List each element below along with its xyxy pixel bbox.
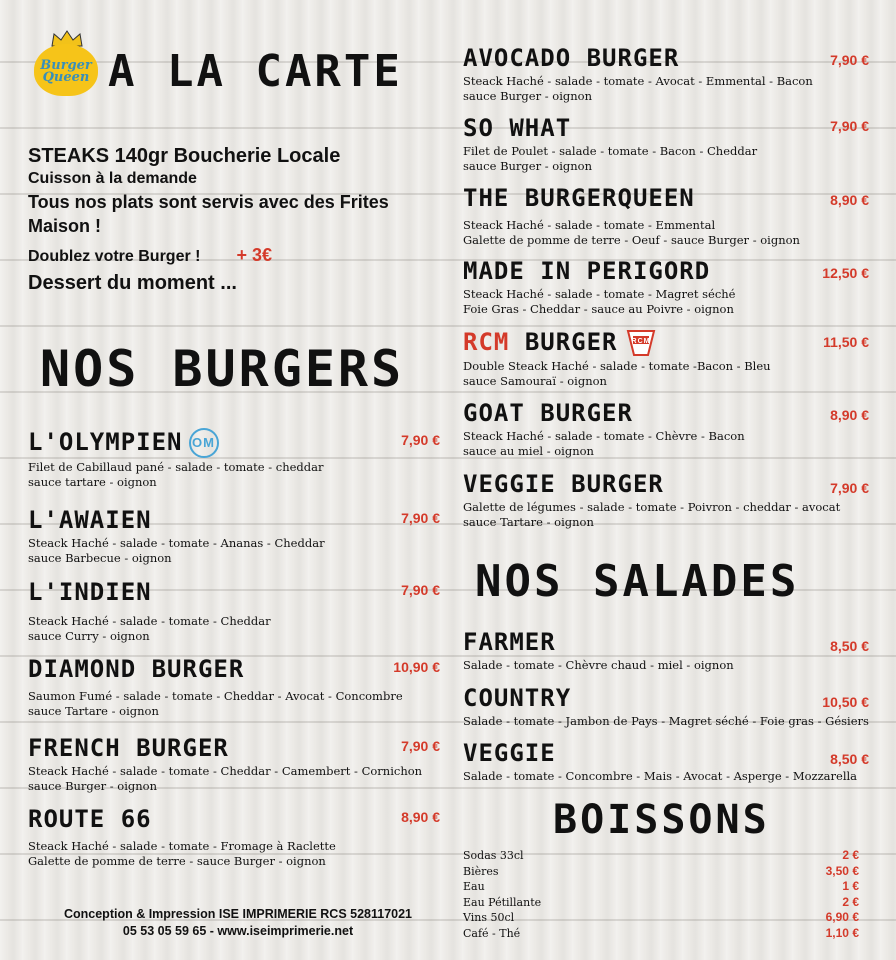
item-desc: sauce Tartare - oignon xyxy=(28,704,159,718)
drink-row xyxy=(463,895,859,911)
item-name: FRENCH BURGER xyxy=(28,734,229,762)
item-desc: sauce Samouraï - oignon xyxy=(463,374,607,388)
item-desc: Salade - tomate - Jambon de Pays - Magret séché - Foie gras - Gésiers xyxy=(463,714,869,728)
intro-frites: Tous nos plats sont servis avec des Frites Maison ! xyxy=(28,192,389,236)
credits-line: 05 53 05 59 65 - www.iseimprimerie.net xyxy=(122,924,354,938)
drink-row xyxy=(463,848,859,864)
drink-row xyxy=(463,910,859,926)
item-desc: Salade - tomate - Concombre - Mais - Avocat - Asperge - Mozzarella xyxy=(463,769,858,783)
item-name: ROUTE 66 xyxy=(28,805,152,833)
item-desc: sauce Burger - oignon xyxy=(28,779,157,793)
item-price: 7,90 € xyxy=(830,118,869,134)
a-la-carte-heading: A LA CARTE xyxy=(108,46,403,97)
burger-queen-logo xyxy=(30,30,100,100)
item-price: 7,90 € xyxy=(401,582,440,598)
boissons-heading: BOISSONS xyxy=(553,797,770,843)
drink-name: Sodas 33cl xyxy=(463,849,524,862)
intro-block xyxy=(28,144,448,296)
drink-name: Bières xyxy=(463,864,499,878)
item-price: 8,50 € xyxy=(830,751,869,767)
drink-row xyxy=(463,879,859,895)
item-price: 7,90 € xyxy=(401,432,440,448)
menu-item xyxy=(463,184,869,248)
item-desc: Filet de Cabillaud pané - salade - tomate - cheddar xyxy=(28,460,324,474)
menu-item xyxy=(28,428,440,490)
drink-price: 3,50 € xyxy=(825,863,859,878)
intro-steaks: STEAKS 140gr Boucherie Locale xyxy=(28,145,341,167)
item-desc: sauce au miel - oignon xyxy=(463,444,594,458)
menu-item xyxy=(463,44,869,104)
item-desc: Galette de pomme de terre - Oeuf - sauce Burger - oignon xyxy=(463,233,800,247)
drink-price: 1 € xyxy=(842,879,859,893)
item-desc: Steack Haché - salade - tomate - Ananas - Cheddar xyxy=(28,536,325,550)
menu-item xyxy=(28,578,440,644)
item-desc: sauce Barbecue - oignon xyxy=(28,551,172,565)
item-desc: Foie Gras - Cheddar - sauce au Poivre - oignon xyxy=(463,302,734,316)
item-desc: Filet de Poulet - salade - tomate - Bacon - Cheddar xyxy=(463,144,758,158)
menu-item xyxy=(463,257,869,317)
item-desc: Galette de pomme de terre - sauce Burger - oignon xyxy=(28,854,326,868)
item-desc: sauce Burger - oignon xyxy=(463,89,592,103)
menu-item xyxy=(463,114,869,174)
item-desc: sauce Curry - oignon xyxy=(28,629,150,643)
salad-item xyxy=(463,628,869,673)
drink-name: Eau xyxy=(463,880,485,893)
drink-price: 2 € xyxy=(842,894,859,909)
item-desc: Steack Haché - salade - tomate - Fromage à Raclette xyxy=(28,839,336,853)
item-name: FARMER xyxy=(463,628,556,656)
intro-dessert: Dessert du moment ... xyxy=(28,272,237,294)
item-desc: Steack Haché - salade - tomate - Magret séché xyxy=(463,287,736,301)
item-name: GOAT BURGER xyxy=(463,399,633,427)
drinks-list xyxy=(463,848,859,941)
drink-row xyxy=(463,864,859,880)
intro-doublez-text: Doublez votre Burger ! xyxy=(28,248,201,265)
item-desc: Steack Haché - salade - tomate - Avocat - Emmental - Bacon xyxy=(463,74,813,88)
item-desc: sauce Tartare - oignon xyxy=(463,515,594,529)
drink-row xyxy=(463,926,859,942)
item-price: 8,90 € xyxy=(401,809,440,825)
salad-item xyxy=(463,739,869,784)
item-price: 7,90 € xyxy=(401,738,440,754)
item-price: 11,50 € xyxy=(823,334,869,350)
rcm-badge-text: RCM xyxy=(631,338,650,345)
item-name: BURGER xyxy=(524,328,618,356)
item-price: 10,50 € xyxy=(822,694,869,710)
item-name: SO WHAT xyxy=(463,114,572,142)
menu-item xyxy=(463,399,869,459)
item-name: VEGGIE xyxy=(463,739,556,767)
item-desc: Steack Haché - salade - tomate - Chèvre - Bacon xyxy=(463,429,745,443)
drink-price: 2 € xyxy=(842,848,859,862)
menu-item xyxy=(28,506,440,566)
item-name: COUNTRY xyxy=(463,684,572,712)
item-desc: Steack Haché - salade - tomate - Cheddar - Camembert - Cornichon xyxy=(28,764,423,778)
item-price: 8,90 € xyxy=(830,407,869,423)
item-desc: Galette de légumes - salade - tomate - Poivron - cheddar - avocat xyxy=(463,500,841,514)
menu-item xyxy=(463,470,869,530)
item-desc: Steack Haché - salade - tomate - Emmental xyxy=(463,218,716,232)
item-name: AVOCADO BURGER xyxy=(463,44,680,72)
printer-credits xyxy=(28,906,448,940)
item-desc: Steack Haché - salade - tomate - Cheddar xyxy=(28,614,271,628)
item-name: L'INDIEN xyxy=(28,578,152,606)
menu-item xyxy=(28,734,440,794)
drink-price: 1,10 € xyxy=(825,925,859,940)
item-desc: Saumon Fumé - salade - tomate - Cheddar - Avocat - Concombre xyxy=(28,689,403,703)
drink-price: 6,90 € xyxy=(825,910,859,924)
item-price: 7,90 € xyxy=(401,510,440,526)
rcm-club-icon xyxy=(626,329,656,357)
drink-name: Eau Pétillante xyxy=(463,895,542,909)
item-price: 8,50 € xyxy=(830,638,869,654)
menu-item xyxy=(28,805,440,869)
item-name-red: RCM xyxy=(463,328,510,356)
item-price: 8,90 € xyxy=(830,192,869,208)
intro-doublez-price: + 3€ xyxy=(236,245,273,265)
om-club-icon: OM xyxy=(189,428,219,458)
item-name: DIAMOND BURGER xyxy=(28,655,245,683)
item-name: L'AWAIEN xyxy=(28,506,152,534)
item-price: 7,90 € xyxy=(830,52,869,68)
menu-item xyxy=(28,655,440,719)
item-price: 7,90 € xyxy=(830,480,869,496)
item-name: MADE IN PERIGORD xyxy=(463,257,711,285)
drink-name: Vins 50cl xyxy=(463,911,515,924)
item-desc: Salade - tomate - Chèvre chaud - miel - oignon xyxy=(463,658,734,672)
item-price: 10,90 € xyxy=(393,659,440,675)
intro-doublez xyxy=(28,242,448,270)
item-desc: sauce tartare - oignon xyxy=(28,475,157,489)
item-name: VEGGIE BURGER xyxy=(463,470,664,498)
item-name: THE BURGERQUEEN xyxy=(463,184,695,212)
logo-text: Burger Queen xyxy=(40,58,92,85)
intro-cuisson: Cuisson à la demande xyxy=(28,170,197,187)
drink-name: Café - Thé xyxy=(463,926,521,940)
credits-line: Conception & Impression ISE IMPRIMERIE RCS 528117021 xyxy=(63,907,413,921)
nos-burgers-heading: NOS BURGERS xyxy=(40,340,405,398)
item-desc: sauce Burger - oignon xyxy=(463,159,592,173)
item-desc: Double Steack Haché - salade - tomate -Bacon - Bleu xyxy=(463,359,771,373)
menu-item xyxy=(463,328,869,389)
nos-salades-heading: NOS SALADES xyxy=(475,556,800,607)
item-name: L'OLYMPIEN xyxy=(28,428,183,456)
salad-item xyxy=(463,684,869,729)
item-price: 12,50 € xyxy=(822,265,869,281)
